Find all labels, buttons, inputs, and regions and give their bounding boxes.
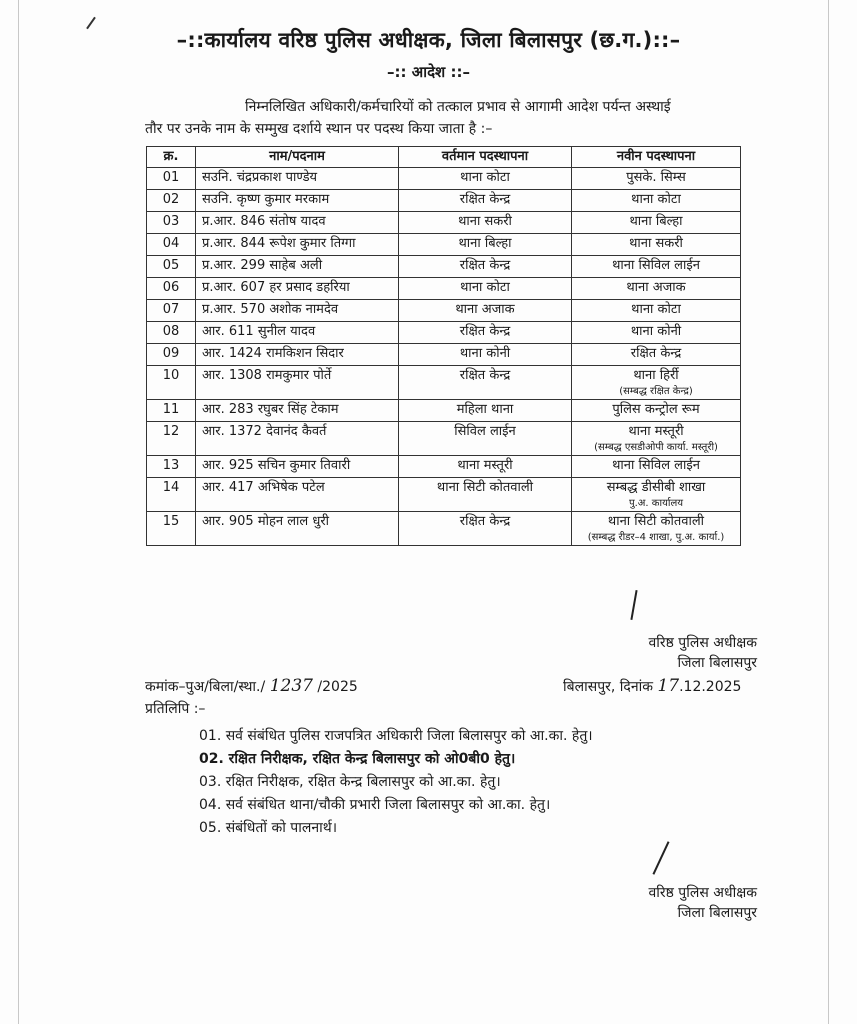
header-new-posting: नवीन पदस्थापना xyxy=(572,147,741,168)
table-row xyxy=(147,344,741,366)
copy-item: 04. सर्व संबंधित थाना/चौकी प्रभारी जिला बिलासपुर को आ.का. हेतु। xyxy=(199,797,551,813)
row-new-posting-text: थाना कोटा xyxy=(631,192,681,207)
row-serial-text: 15 xyxy=(162,514,180,529)
copy-item: 05. संबंधितों को पालनार्थ। xyxy=(199,820,338,836)
row-serial-text: 01 xyxy=(162,170,180,185)
row-name xyxy=(196,456,399,478)
row-name xyxy=(196,212,399,234)
row-current-posting xyxy=(399,300,572,322)
copy-item: 03. रक्षित निरीक्षक, रक्षित केन्द्र बिलासपुर को आ.का. हेतु। xyxy=(199,774,501,790)
row-current-posting-text: सिविल लाईन xyxy=(454,424,516,439)
office-title: –::कार्यालय वरिष्ठ पुलिस अधीक्षक, जिला बिलासपुर (छ.ग.)::– xyxy=(176,28,681,52)
row-new-posting-text: थाना अजाक xyxy=(626,280,686,295)
row-serial xyxy=(147,190,196,212)
row-serial xyxy=(147,422,196,456)
row-current-posting-text: थाना बिल्हा xyxy=(458,236,512,251)
signatory-designation: वरिष्ठ पुलिस अधीक्षक xyxy=(648,635,757,651)
row-serial xyxy=(147,278,196,300)
row-name-text: आर. 1308 रामकुमार पोर्ते xyxy=(202,368,332,383)
row-current-posting-text: रक्षित केन्द्र xyxy=(459,324,511,339)
row-serial xyxy=(147,234,196,256)
row-name xyxy=(196,168,399,190)
row-current-posting xyxy=(399,234,572,256)
row-new-posting xyxy=(572,366,741,400)
row-name xyxy=(196,300,399,322)
row-name xyxy=(196,278,399,300)
row-serial-text: 05 xyxy=(162,258,180,273)
intro-line-2: तौर पर उनके नाम के सम्मुख दर्शाये स्थान पर पदस्थ किया जाता है :– xyxy=(145,121,493,137)
copy-to-label: प्रतिलिपि :– xyxy=(145,701,206,717)
copy-item: 01. सर्व संबंधित पुलिस राजपत्रित अधिकारी जिला बिलासपुर को आ.का. हेतु। xyxy=(199,728,593,744)
table-row xyxy=(147,278,741,300)
table-row xyxy=(147,366,741,400)
table-row xyxy=(147,422,741,456)
row-current-posting-text: महिला थाना xyxy=(456,402,514,417)
order-heading: –:: आदेश ::– xyxy=(387,63,470,81)
page-edge-right xyxy=(828,0,829,1024)
row-name-text: आर. 283 रघुबर सिंह टेकाम xyxy=(202,402,339,417)
row-new-posting-text: थाना हिर्री xyxy=(633,368,679,383)
place-date-prefix: बिलासपुर, दिनांक xyxy=(563,679,653,695)
row-current-posting-text: थाना कोटा xyxy=(460,170,510,185)
row-new-posting xyxy=(572,278,741,300)
row-name xyxy=(196,366,399,400)
table-row xyxy=(147,512,741,546)
row-current-posting xyxy=(399,422,572,456)
row-new-posting xyxy=(572,456,741,478)
intro-line-1: निम्नलिखित अधिकारी/कर्मचारियों को तत्काल प्रभाव से आगामी आदेश पर्यन्त अस्थाई xyxy=(245,99,671,115)
row-name-text: आर. 925 सचिन कुमार तिवारी xyxy=(202,458,351,473)
signature-mark-bottom xyxy=(652,841,669,874)
row-new-posting-text: सम्बद्ध डीसीबी शाखा xyxy=(606,480,706,495)
row-serial xyxy=(147,512,196,546)
row-name-text: आर. 1424 रामकिशन सिदार xyxy=(202,346,344,361)
row-new-posting-text: थाना सकरी xyxy=(629,236,683,251)
header-name: नाम/पदनाम xyxy=(196,147,399,168)
row-current-posting-text: थाना कोटा xyxy=(460,280,510,295)
row-new-posting xyxy=(572,400,741,422)
row-new-posting xyxy=(572,322,741,344)
row-current-posting xyxy=(399,456,572,478)
row-name-text: प्र.आर. 844 रूपेश कुमार तिग्गा xyxy=(202,236,356,251)
copy-to-list xyxy=(199,725,593,840)
signatory-district: जिला बिलासपुर xyxy=(677,655,757,671)
row-serial xyxy=(147,366,196,400)
row-serial-text: 09 xyxy=(162,346,180,361)
signatory-designation: वरिष्ठ पुलिस अधीक्षक xyxy=(648,885,757,901)
row-current-posting-text: थाना मस्तूरी xyxy=(457,458,513,473)
postings-table xyxy=(146,146,741,546)
row-new-posting-text: थाना मस्तूरी xyxy=(628,424,684,439)
signature-mark-top xyxy=(630,590,637,620)
row-serial-text: 06 xyxy=(162,280,180,295)
reference-year: /2025 xyxy=(317,679,358,695)
place-and-date xyxy=(563,676,741,696)
row-new-posting xyxy=(572,212,741,234)
row-new-posting-text: पुलिस कन्ट्रोल रूम xyxy=(612,402,700,417)
table-row xyxy=(147,212,741,234)
row-name-text: प्र.आर. 570 अशोक नामदेव xyxy=(202,302,339,317)
table-row xyxy=(147,234,741,256)
row-serial-text: 08 xyxy=(162,324,180,339)
row-new-posting-text: थाना सिविल लाईन xyxy=(612,258,700,273)
table-header-row xyxy=(147,147,741,168)
row-name-text: प्र.आर. 846 संतोष यादव xyxy=(202,214,326,229)
date-day: 17 xyxy=(657,676,680,696)
row-serial xyxy=(147,256,196,278)
row-current-posting-text: रक्षित केन्द्र xyxy=(459,192,511,207)
row-name xyxy=(196,234,399,256)
row-new-posting xyxy=(572,234,741,256)
row-serial xyxy=(147,322,196,344)
table-row xyxy=(147,400,741,422)
row-name xyxy=(196,512,399,546)
row-new-posting-text: थाना बिल्हा xyxy=(629,214,683,229)
signature-block-bottom xyxy=(648,883,757,923)
header-serial: क्र. xyxy=(147,147,196,168)
row-new-posting-text: थाना कोनी xyxy=(630,324,682,339)
page-edge-left xyxy=(18,0,19,1024)
row-current-posting xyxy=(399,344,572,366)
row-current-posting-text: थाना कोनी xyxy=(459,346,511,361)
table-body xyxy=(147,168,741,546)
row-current-posting xyxy=(399,512,572,546)
row-new-posting xyxy=(572,512,741,546)
row-name-text: प्र.आर. 299 साहेब अली xyxy=(202,258,323,273)
row-new-posting xyxy=(572,478,741,512)
reference-prefix: कमांक–पुअ/बिला/स्था./ xyxy=(145,679,266,695)
row-new-posting-text: रक्षित केन्द्र xyxy=(630,346,682,361)
copy-item: 02. रक्षित निरीक्षक, रक्षित केन्द्र बिलासपुर को ओ0बी0 हेतु। xyxy=(199,751,516,767)
row-name xyxy=(196,190,399,212)
row-attachment-note: (सम्बद्ध रीडर–4 शाखा, पु.अ. कार्या.) xyxy=(587,532,725,543)
header-current-posting: वर्तमान पदस्थापना xyxy=(399,147,572,168)
row-current-posting-text: रक्षित केन्द्र xyxy=(459,258,511,273)
row-serial-text: 04 xyxy=(162,236,180,251)
date-rest: .12.2025 xyxy=(679,679,742,695)
row-name xyxy=(196,322,399,344)
row-current-posting-text: थाना अजाक xyxy=(455,302,515,317)
row-name xyxy=(196,478,399,512)
row-serial-text: 13 xyxy=(162,458,180,473)
row-serial-text: 03 xyxy=(162,214,180,229)
row-new-posting-text: थाना सिविल लाईन xyxy=(612,458,700,473)
row-serial-text: 12 xyxy=(162,424,180,439)
table-row xyxy=(147,322,741,344)
row-new-posting xyxy=(572,190,741,212)
row-current-posting xyxy=(399,400,572,422)
row-new-posting-text: पुसके. सिम्स xyxy=(626,170,686,185)
row-serial-text: 11 xyxy=(162,402,180,417)
row-new-posting-text: थाना सिटी कोतवाली xyxy=(607,514,705,529)
table-row xyxy=(147,478,741,512)
intro-paragraph xyxy=(145,96,765,140)
row-serial xyxy=(147,478,196,512)
row-current-posting xyxy=(399,322,572,344)
row-name-text: आर. 905 मोहन लाल धुरी xyxy=(202,514,330,529)
row-serial xyxy=(147,456,196,478)
row-new-posting xyxy=(572,300,741,322)
row-serial-text: 02 xyxy=(162,192,180,207)
row-new-posting xyxy=(572,422,741,456)
signatory-district: जिला बिलासपुर xyxy=(677,905,757,921)
row-name xyxy=(196,256,399,278)
row-name xyxy=(196,422,399,456)
row-serial-text: 07 xyxy=(162,302,180,317)
table-row xyxy=(147,256,741,278)
signature-block-top xyxy=(648,633,757,673)
row-current-posting xyxy=(399,190,572,212)
row-new-posting xyxy=(572,256,741,278)
table-row xyxy=(147,456,741,478)
row-serial xyxy=(147,168,196,190)
row-name-text: आर. 417 अभिषेक पटेल xyxy=(202,480,325,495)
row-attachment-note: पु.अ. कार्यालय xyxy=(628,498,684,509)
row-serial xyxy=(147,300,196,322)
row-serial xyxy=(147,400,196,422)
table-row xyxy=(147,300,741,322)
row-name-text: सउनि. चंद्रप्रकाश पाण्डेय xyxy=(202,170,318,185)
row-current-posting xyxy=(399,256,572,278)
row-serial xyxy=(147,212,196,234)
row-current-posting-text: रक्षित केन्द्र xyxy=(459,368,511,383)
row-name xyxy=(196,400,399,422)
reference-number: 1237 xyxy=(269,676,313,696)
table-row xyxy=(147,168,741,190)
row-new-posting-text: थाना कोटा xyxy=(631,302,681,317)
row-current-posting xyxy=(399,478,572,512)
row-new-posting xyxy=(572,344,741,366)
row-current-posting-text: थाना सकरी xyxy=(458,214,512,229)
row-serial xyxy=(147,344,196,366)
row-attachment-note: (सम्बद्ध एसडीओपी कार्या. मस्तूरी) xyxy=(594,442,718,453)
row-name-text: आर. 611 सुनील यादव xyxy=(202,324,316,339)
row-current-posting xyxy=(399,168,572,190)
row-attachment-note: (सम्बद्ध रक्षित केन्द्र) xyxy=(619,386,693,397)
row-current-posting xyxy=(399,212,572,234)
row-serial-text: 10 xyxy=(162,368,180,383)
row-new-posting xyxy=(572,168,741,190)
row-current-posting xyxy=(399,278,572,300)
row-name-text: सउनि. कृष्ण कुमार मरकाम xyxy=(202,192,330,207)
row-name-text: प्र.आर. 607 हर प्रसाद डहरिया xyxy=(202,280,350,295)
row-current-posting xyxy=(399,366,572,400)
row-serial-text: 14 xyxy=(162,480,180,495)
table-row xyxy=(147,190,741,212)
row-current-posting-text: थाना सिटी कोतवाली xyxy=(436,480,534,495)
row-name xyxy=(196,344,399,366)
order-reference xyxy=(145,676,358,696)
row-current-posting-text: रक्षित केन्द्र xyxy=(459,514,511,529)
row-name-text: आर. 1372 देवानंद कैवर्त xyxy=(202,424,327,439)
